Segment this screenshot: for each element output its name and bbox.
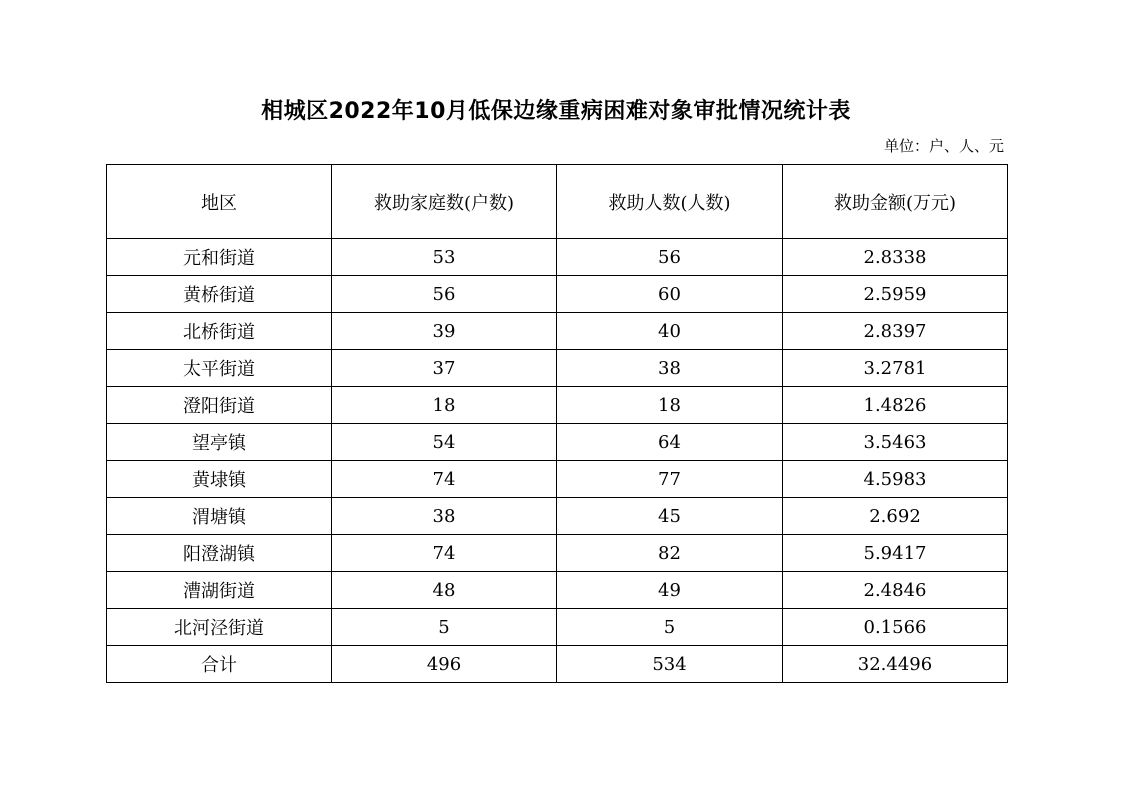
cell-region: 黄桥街道 bbox=[107, 276, 332, 313]
cell-persons: 56 bbox=[557, 239, 783, 276]
cell-persons: 38 bbox=[557, 350, 783, 387]
cell-amount: 2.8338 bbox=[783, 239, 1008, 276]
cell-amount: 2.692 bbox=[783, 498, 1008, 535]
cell-households: 39 bbox=[332, 313, 557, 350]
unit-label: 单位：户、人、元 bbox=[883, 137, 1004, 155]
cell-region: 澄阳街道 bbox=[107, 387, 332, 424]
cell-region: 太平街道 bbox=[107, 350, 332, 387]
cell-households: 54 bbox=[332, 424, 557, 461]
header-amount: 救助金额(万元) bbox=[783, 165, 1008, 239]
table-row bbox=[107, 350, 1008, 387]
cell-persons: 64 bbox=[557, 424, 783, 461]
cell-amount: 2.8397 bbox=[783, 313, 1008, 350]
cell-amount: 5.9417 bbox=[783, 535, 1008, 572]
cell-households: 48 bbox=[332, 572, 557, 609]
table-total-row bbox=[107, 646, 1008, 683]
header-households: 救助家庭数(户数) bbox=[332, 165, 557, 239]
cell-persons: 40 bbox=[557, 313, 783, 350]
cell-persons: 18 bbox=[557, 387, 783, 424]
table-row bbox=[107, 461, 1008, 498]
cell-households: 37 bbox=[332, 350, 557, 387]
cell-region: 北河泾街道 bbox=[107, 609, 332, 646]
table-row bbox=[107, 498, 1008, 535]
cell-region: 元和街道 bbox=[107, 239, 332, 276]
cell-total-persons: 534 bbox=[557, 646, 783, 683]
cell-total-amount: 32.4496 bbox=[783, 646, 1008, 683]
cell-region: 北桥街道 bbox=[107, 313, 332, 350]
cell-amount: 1.4826 bbox=[783, 387, 1008, 424]
table-row bbox=[107, 572, 1008, 609]
table-row bbox=[107, 313, 1008, 350]
cell-region: 黄埭镇 bbox=[107, 461, 332, 498]
cell-total-label: 合计 bbox=[107, 646, 332, 683]
cell-households: 74 bbox=[332, 461, 557, 498]
cell-total-households: 496 bbox=[332, 646, 557, 683]
table-row bbox=[107, 424, 1008, 461]
header-region: 地区 bbox=[107, 165, 332, 239]
cell-persons: 45 bbox=[557, 498, 783, 535]
table-row bbox=[107, 387, 1008, 424]
cell-persons: 82 bbox=[557, 535, 783, 572]
cell-persons: 5 bbox=[557, 609, 783, 646]
cell-households: 74 bbox=[332, 535, 557, 572]
cell-region: 望亭镇 bbox=[107, 424, 332, 461]
table-row bbox=[107, 239, 1008, 276]
header-persons: 救助人数(人数) bbox=[557, 165, 783, 239]
cell-amount: 2.5959 bbox=[783, 276, 1008, 313]
table-row bbox=[107, 609, 1008, 646]
cell-region: 阳澄湖镇 bbox=[107, 535, 332, 572]
cell-amount: 2.4846 bbox=[783, 572, 1008, 609]
table-header-row bbox=[107, 165, 1008, 239]
cell-persons: 77 bbox=[557, 461, 783, 498]
cell-households: 38 bbox=[332, 498, 557, 535]
cell-households: 5 bbox=[332, 609, 557, 646]
cell-amount: 4.5983 bbox=[783, 461, 1008, 498]
cell-region: 漕湖街道 bbox=[107, 572, 332, 609]
cell-amount: 3.2781 bbox=[783, 350, 1008, 387]
cell-amount: 0.1566 bbox=[783, 609, 1008, 646]
cell-persons: 49 bbox=[557, 572, 783, 609]
cell-households: 18 bbox=[332, 387, 557, 424]
table-row bbox=[107, 276, 1008, 313]
cell-households: 53 bbox=[332, 239, 557, 276]
table-row bbox=[107, 535, 1008, 572]
cell-amount: 3.5463 bbox=[783, 424, 1008, 461]
document-title: 相城区2022年10月低保边缘重病困难对象审批情况统计表 bbox=[261, 99, 851, 124]
cell-persons: 60 bbox=[557, 276, 783, 313]
cell-region: 渭塘镇 bbox=[107, 498, 332, 535]
statistics-table bbox=[106, 164, 1008, 683]
cell-households: 56 bbox=[332, 276, 557, 313]
